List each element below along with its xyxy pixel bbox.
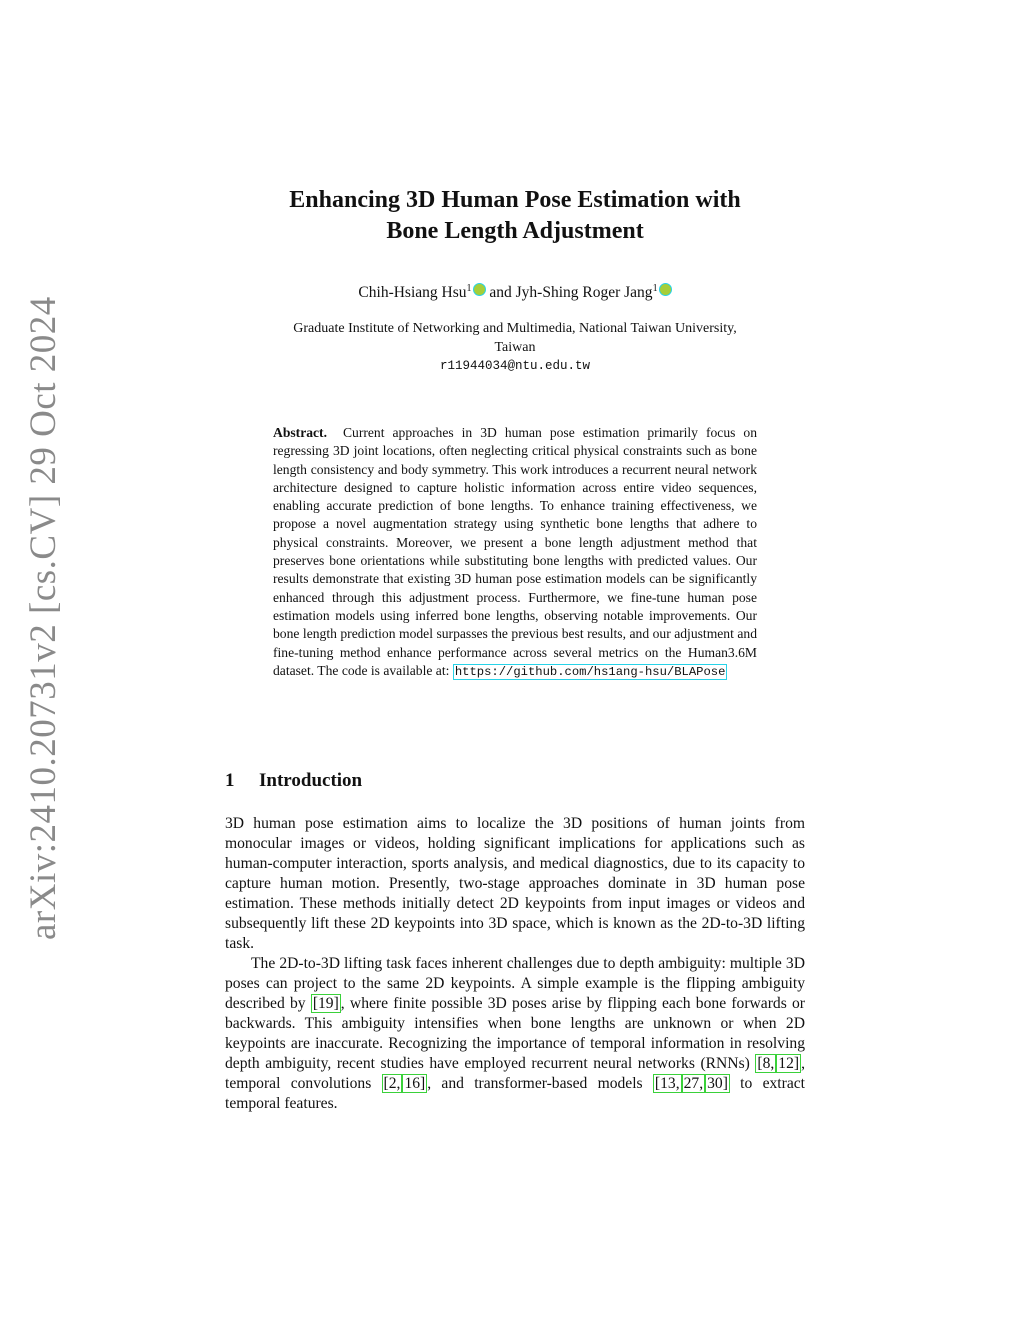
author-1-name: Chih-Hsiang Hsu — [358, 284, 467, 302]
code-repository-link[interactable]: https://github.com/hs1ang-hsu/BLAPose — [454, 664, 726, 679]
paper-title — [200, 185, 830, 247]
affiliation-block — [240, 319, 790, 376]
intro-paragraph-1: 3D human pose estimation aims to localize the 3D positions of human joints from monocular images or videos, holding significant implications for applications such as human-computer interaction, sports analysis, and medical diagnostics, due to its capacity to capture human motion. Presently, two-stage approaches dominate in 3D human pose estimation. These methods initially detect 2D keypoints from input images or videos and subsequently lift these 2D keypoints into 3D space, which is known as the 2D-to-3D lifting task. — [225, 815, 805, 952]
affiliation-line-2: Taiwan — [494, 340, 536, 355]
citation-link[interactable]: [19] — [312, 995, 339, 1012]
author-email: r11944034@ntu.edu.tw — [439, 359, 591, 373]
citation-link[interactable]: [13, — [654, 1075, 680, 1092]
section-heading-introduction — [225, 770, 362, 792]
paragraph-text: to extract temporal features. — [225, 1075, 805, 1112]
abstract-text: Current approaches in 3D human pose estimation primarily focus on regressing 3D joint locations, often neglecting critical physical constraints such as bone length consistency and body symmetry. This work introduces a recurrent neural network architecture designed to capture holistic information across entire video sequences, enabling accurate prediction of bone lengths. To enhance training effectiveness, we propose a novel augmentation strategy using synthetic bone lengths that adhere to physical constraints. Moreover, we present a bone length adjustment method that preserves bone orientations while substituting bone lengths with predicted values. Our results demonstrate that existing 3D human pose estimation models can be significantly enhanced through this adjustment process. Furthermore, we fine-tune human pose estimation models using inferred bone lengths, observing notable improvements. Our bone length prediction model surpasses the previous best results, and our adjustment and fine-tuning method enhance performance across several metrics on the Human3.6M dataset. The code is available at: — [273, 425, 757, 678]
author-conjunction: and — [489, 284, 512, 302]
section-number: 1 — [225, 770, 235, 791]
citation-link[interactable]: [8, — [757, 1055, 775, 1072]
citation-link[interactable]: [2, — [383, 1075, 401, 1092]
paragraph-text: , and transformer-based models — [427, 1075, 643, 1092]
orcid-icon[interactable] — [473, 283, 486, 296]
section-title: Introduction — [259, 770, 363, 791]
citation-link[interactable]: 30] — [707, 1075, 728, 1092]
paragraph-text: , where finite possible 3D poses arise by flipping each bone forwards or backwards. This ambiguity intensifies when bone lengths are unknown or when 2D keypoints are inaccurate. Recognizing the importance of temporal information in resolving depth ambiguity, recent studies have employed recurrent neural networks (RNNs) — [225, 995, 805, 1072]
citation-link[interactable]: 27, — [683, 1075, 704, 1092]
affiliation-line-1: Graduate Institute of Networking and Multimedia, National Taiwan University, — [293, 321, 737, 336]
title-line-1: Enhancing 3D Human Pose Estimation with — [289, 187, 741, 213]
author-1-affiliation-mark: 1 — [466, 283, 472, 294]
title-line-2: Bone Length Adjustment — [386, 218, 644, 244]
author-2-affiliation-mark: 1 — [652, 283, 658, 294]
citation-link[interactable]: 12] — [778, 1055, 800, 1072]
paragraph-text: The 2D-to-3D lifting task faces inherent challenges due to depth ambiguity: multiple 3D poses can project to the same 2D keypoints. A simple example is the flipping ambiguity described by — [225, 955, 805, 1012]
abstract-label: Abstract. — [273, 425, 327, 440]
abstract — [273, 424, 757, 681]
arxiv-identifier-stamp: arXiv:2410.20731v2 [cs.CV] 29 Oct 2024 — [23, 296, 64, 940]
paragraph-text: , temporal convolutions — [225, 1055, 805, 1092]
citation-link[interactable]: 16] — [404, 1075, 426, 1092]
intro-paragraph-2 — [225, 954, 805, 1114]
author-list — [200, 283, 830, 302]
orcid-icon[interactable] — [659, 283, 672, 296]
author-2-name: Jyh-Shing Roger Jang — [515, 284, 653, 302]
